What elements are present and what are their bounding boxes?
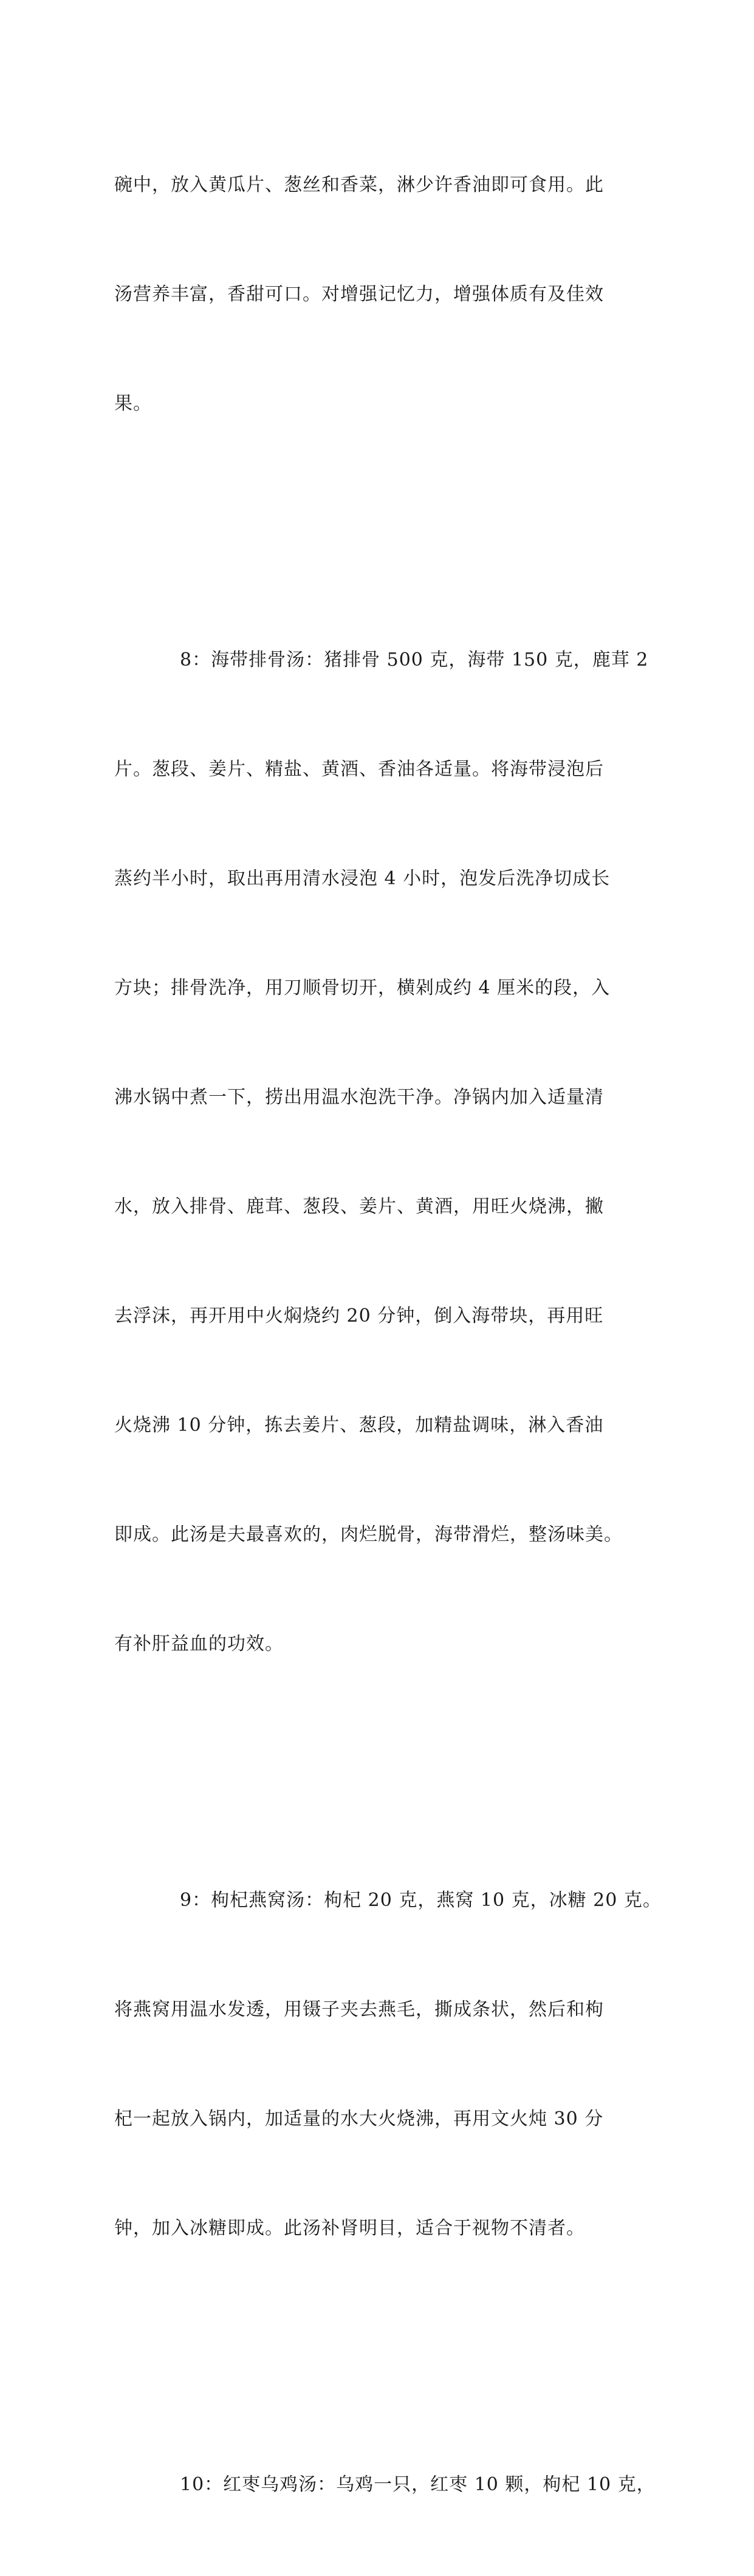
text-line: 蒸约半小时，取出再用清水浸泡 4 小时，泡发后洗净切成长 [114,868,611,889]
paragraph-recipe-10 [114,2394,656,2576]
paragraph-gap [114,495,643,569]
text-line: 火烧沸 10 分钟，拣去姜片、葱段，加精盐调味，淋入香油 [114,1415,604,1436]
text-line: 汤营养丰富，香甜可口。对增强记忆力，增强体质有及佳效 [114,284,604,305]
text-line: 即成。此汤是夫最喜欢的，肉烂脱骨，海带滑烂，整汤味美。 [114,1524,623,1545]
paragraph-recipe-8 [114,569,649,1735]
paragraph-gap [114,2320,643,2394]
text-line: 将燕窝用温水发透，用镊子夹去燕毛，撕成条状，然后和枸 [114,1999,604,2020]
text-line: 10：红枣乌鸡汤：乌鸡一只，红枣 10 颗，枸杞 10 克， [180,2474,656,2495]
text-line: 片。葱段、姜片、精盐、黄酒、香油各适量。将海带浸泡后 [114,759,604,780]
text-line: 沸水锅中煮一下，捞出用温水泡洗干净。净锅内加入适量清 [114,1087,604,1108]
document-body [114,94,662,2576]
text-line: 水，放入排骨、鹿茸、葱段、姜片、黄酒，用旺火烧沸，撇 [114,1196,604,1217]
text-line: 钟，加入冰糖即成。此汤补肾明目，适合于视物不清者。 [114,2218,585,2239]
paragraph-continuation [114,94,643,495]
text-line: 8：海带排骨汤：猪排骨 500 克，海带 150 克，鹿茸 2 [180,649,649,671]
text-line: 碗中，放入黄瓜片、葱丝和香菜，淋少许香油即可食用。此 [114,174,604,196]
text-line: 方块；排骨洗净，用刀顺骨切开，横剁成约 4 厘米的段，入 [114,977,611,999]
paragraph-gap [114,1735,643,1809]
text-line: 9：枸杞燕窝汤：枸杞 20 克，燕窝 10 克，冰糖 20 克。 [180,1890,662,1911]
text-line: 去浮沫，再开用中火焖烧约 20 分钟，倒入海带块，再用旺 [114,1305,604,1327]
text-line: 有补肝益血的功效。 [114,1633,284,1655]
text-line: 杞一起放入锅内，加适量的水大火烧沸，再用文火炖 30 分 [114,2108,604,2130]
paragraph-recipe-9 [114,1809,662,2320]
text-line: 果。 [114,393,152,414]
